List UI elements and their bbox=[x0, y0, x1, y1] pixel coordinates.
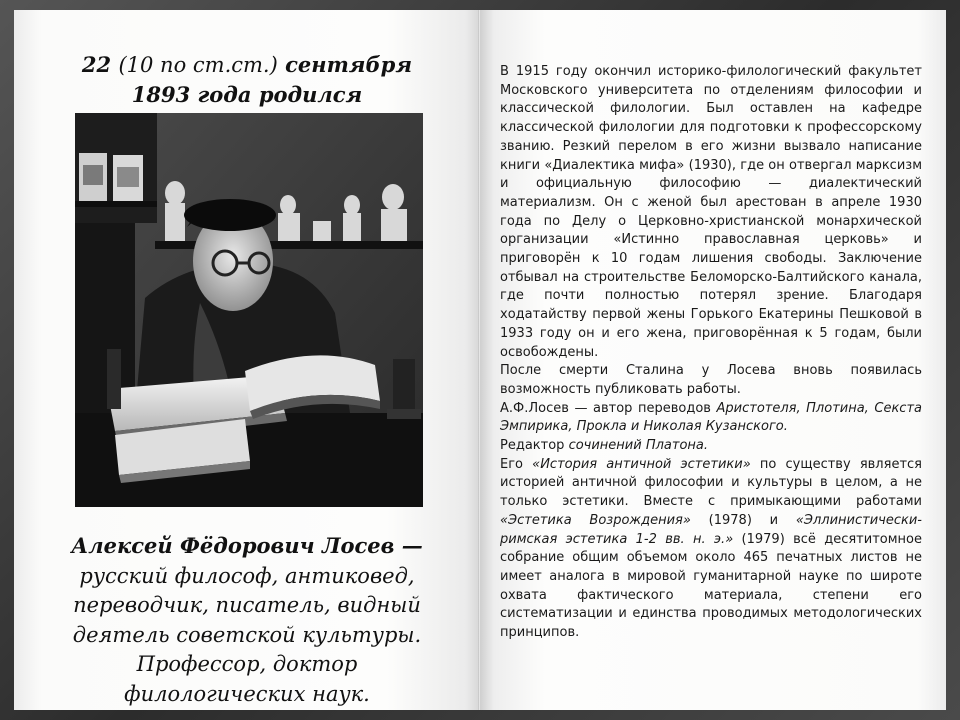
italic-fragment: «История античной эстетики» bbox=[532, 456, 751, 472]
italic-fragment: Аристотеля, Плотина, Секста Эмпирика, Прокла и Николая Кузанского. bbox=[500, 400, 922, 435]
date-title bbox=[14, 50, 480, 109]
portrait-photo bbox=[75, 113, 423, 507]
date-year-line: 1893 года родился bbox=[131, 82, 363, 107]
paragraph-after-stalin: После смерти Сталина у Лосева вновь появилась возможность публиковать работы. bbox=[500, 363, 922, 397]
paragraph-aesthetics bbox=[500, 456, 922, 643]
text-fragment: по существу является историей античной философии и культуры в целом, а не только эстетики. Вместе с примыкающими работами bbox=[500, 456, 922, 510]
date-old-style: (10 по ст.ст.) bbox=[118, 53, 278, 77]
left-page bbox=[14, 10, 480, 710]
paragraph-education: В 1915 году окончил историко-филологический факультет Московского университета по отделениям философии и классической филологии. Был оставлен на кафедре классической филологии для подготовки к профессорскому званию. Резкий перелом в его жизни вызвало написание книги «Диалектика мифа» (1930), где он отвергал марксизм и официальную философию — диалектический материализм. Он с женой был арестован в апреле 1930 года по Делу о Церковно-христианской монархической организации «Истинно православная церковь» и приговорён к 10 годам лишения свободы. Заключение отбывал на строительстве Беломорско-Балтийского канала, где почти полностью потерял зрение. Благодаря ходатайству первой жены Горького Екатерины Пешковой в 1933 году он и его жена, приговорённая к 5 годам, были освобождены. bbox=[500, 64, 922, 360]
italic-fragment: сочинений Платона. bbox=[568, 438, 708, 454]
paragraph-translations bbox=[500, 400, 922, 437]
date-day: 22 bbox=[81, 52, 112, 77]
paragraph-editor bbox=[500, 437, 922, 456]
text-fragment: Редактор bbox=[500, 438, 569, 454]
text-fragment: (1978) и bbox=[690, 512, 796, 528]
caption-line: деятель советской культуры. bbox=[72, 622, 422, 647]
biography-text bbox=[500, 63, 922, 643]
italic-fragment: «Эллинистически-римская эстетика 1-2 вв. н. э.» bbox=[500, 512, 922, 547]
portrait-photo-drawing bbox=[75, 113, 423, 507]
caption-line: переводчик, писатель, видный bbox=[73, 593, 421, 617]
caption-line: Профессор, доктор bbox=[136, 652, 358, 676]
caption-line: филологических наук. bbox=[124, 681, 370, 706]
caption-name: Алексей Фёдорович Лосев — bbox=[71, 533, 423, 558]
date-month: сентября bbox=[285, 52, 413, 77]
text-fragment: А.Ф.Лосев — автор переводов bbox=[500, 400, 717, 416]
right-page bbox=[480, 10, 946, 710]
caption-line: русский философ, антиковед, bbox=[79, 563, 415, 588]
italic-fragment: «Эстетика Возрождения» bbox=[500, 512, 691, 528]
portrait-caption bbox=[14, 531, 480, 709]
text-fragment: Его bbox=[500, 456, 533, 472]
text-fragment: (1979) всё десятитомное собрание общим объемом около 465 печатных листов не имеет аналога в мировой гуманитарной науке по широте охвата фактического материала, степени его систематизации и единства проводимых методологических принципов. bbox=[500, 531, 922, 641]
